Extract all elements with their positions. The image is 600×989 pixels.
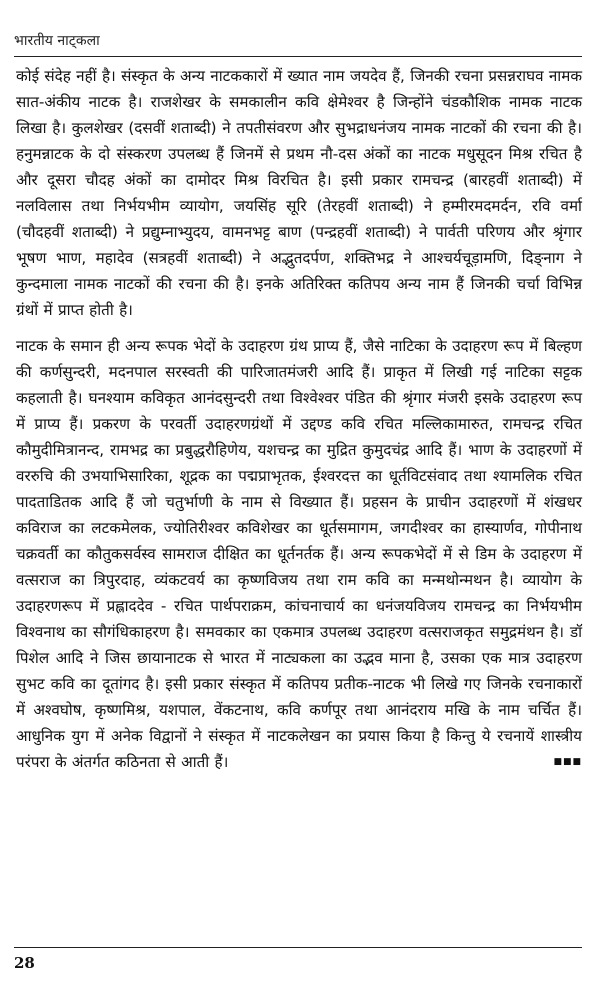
footer-divider (14, 947, 582, 948)
body-text (16, 63, 582, 775)
running-header: भारतीय नाट्कला (14, 33, 100, 49)
paragraph-2 (16, 333, 582, 775)
end-of-section-mark: ■■■ (553, 757, 582, 767)
page-number: 28 (14, 954, 35, 972)
header-divider (14, 56, 582, 57)
paragraph-1: कोई संदेह नहीं है। संस्कृत के अन्य नाटककारों में ख्यात नाम जयदेव हैं, जिनकी रचना प्रसन्नराघव नामक सात-अंकीय नाटक है। राजशेखर के समकालीन कवि क्षेमेश्वर है जिन्होंने चंडकौशिक नामक नाटक लिखा है। कुलशेखर (दसवीं शताब्दी) ने तपतीसंवरण और सुभद्राधनंजय नामक नाटकों की रचना की है। हनुमन्नाटक के दो संस्करण उपलब्ध हैं जिनमें से प्रथम नौ-दस अंकों का नाटक मधुसूदन मिश्र रचित है और दूसरा चौदह अंकों का दामोदर मिश्र विरचित है। इसी प्रकार रामचन्द्र (बारहवीं शताब्दी) में नलविलास तथा निर्भयभीम व्यायोग, जयसिंह सूरि (तेरहवीं शताब्दी) ने हम्मीरमदमर्दन, रवि वर्मा (चौदहवीं शताब्दी) ने प्रद्युम्नाभ्युदय, वामनभट्ट बाण (पन्द्रहवीं शताब्दी) ने पार्वती परिणय और श्रृंगार भूषण भाण, महादेव (सत्रहवीं शताब्दी) ने अद्भुतदर्पण, शक्तिभद्र ने आश्चर्यचूड़ामणि, दिङ्नाग ने कुन्दमाला नामक नाटकों की रचना की है। इनके अतिरिक्त कतिपय अन्य नाम हैं जिनकी चर्चा विभिन्न ग्रंथों में प्राप्त होती है। (16, 67, 582, 319)
paragraph-2-text: नाटक के समान ही अन्य रूपक भेदों के उदाहरण ग्रंथ प्राप्य हैं, जैसे नाटिका के उदाहरण रूप में बिल्हण की कर्णसुन्दरी, मदनपाल सरस्वती की पारिजातमंजरी आदि हैं। प्राकृत में लिखी गई नाटिका सट्टक कहलाती है। घनश्याम कविकृत आनंदसुन्दरी तथा विश्वेश्वर पंडित की श्रृंगार मंजरी इसके उदाहरण रूप में प्राप्य हैं। प्रकरण के परवर्ती उदाहरणग्रंथों में उद्दण्ड कवि रचित मल्लिकामारुत, रामचन्द्र रचित कौमुदीमित्रानन्द, रामभद्र का प्रबुद्धरौहिणेय, यशचन्द्र का मुद्रित कुमुदचंद्र आदि हैं। भाण के उदाहरणों में वररुचि की उभयाभिसारिका, शूद्रक का पद्मप्राभृतक, ईश्वरदत्त का धूर्तविटसंवाद तथा श्यामलिक रचित पादताडितक आदि हैं जो चतुर्भाणी के नाम से विख्यात हैं। प्रहसन के प्राचीन उदाहरणों में शंखधर कविराज का लटकमेलक, ज्योतिरीश्वर कविशेखर का धूर्तसमागम, जगदीश्वर का हास्यार्णव, गोपीनाथ चक्रवर्ती का कौतुकसर्वस्व सामराज दीक्षित का धूर्तनर्तक हैं। अन्य रूपकभेदों में से डिम के उदाहरण में वत्सराज का त्रिपुरदाह, व्यंकटवर्य का कृष्णविजय तथा राम कवि का मन्मथोन्मथन है। व्यायोग के उदाहरणरूप में प्रह्लाददेव - रचित पार्थपराक्रम, कांचनाचार्य का धनंजयविजय रामचन्द्र का निर्भयभीम विश्वनाथ का सौगंधिकाहरण है। समवकार का एकमात्र उपलब्ध उदाहरण वत्सराजकृत समुद्रमंथन है। डॉ पिशेल आदि ने जिस छायानाटक से भारत में नाट्यकला का उद्भव माना है, उसका एक मात्र उदाहरण सुभट कवि का दूतांगद है। इसी प्रकार संस्कृत में कतिपय प्रतीक-नाटक भी लिखे गए जिनके रचनाकारों में अश्वघोष, कृष्णमिश्र, यशपाल, वेंकटनाथ, कवि कर्णपूर तथा आनंदराय मखि के नाम चर्चित हैं। आधुनिक युग में अनेक विद्वानों ने संस्कृत में नाटकलेखन का प्रयास किया है किन्तु ये रचनायें शास्त्रीय परंपरा के अंतर्गत कठिनता से आती हैं। (16, 337, 582, 771)
